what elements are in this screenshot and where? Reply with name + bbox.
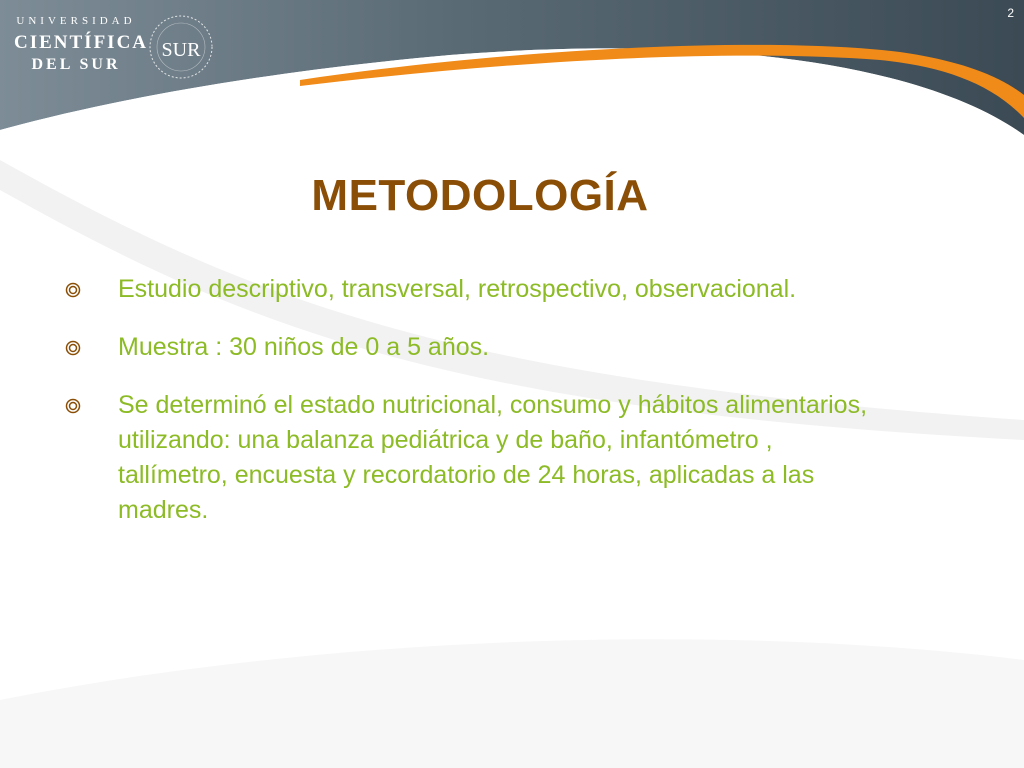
slide-title: METODOLOGÍA	[311, 171, 649, 220]
bullet-circle-icon	[64, 397, 82, 415]
bullet-text: Se determinó el estado nutricional, consumo y hábitos alimentarios, utilizando: una balanza pediátrica y de baño, infantómetro , tallímetro, encuesta y recordatorio de 24 horas, aplicadas a las madres.	[118, 391, 868, 524]
bullet-list	[64, 272, 924, 551]
seal-text: SUR	[161, 39, 201, 61]
bullet-text: Muestra : 30 niños de 0 a 5 años.	[118, 333, 490, 361]
university-logo	[14, 15, 149, 73]
page-number: 2	[1007, 6, 1014, 20]
bullet-item	[64, 272, 924, 307]
bullet-item	[64, 330, 924, 365]
bullet-circle-icon	[64, 339, 82, 357]
logo-line-cientifica: CIENTÍFICA	[14, 32, 149, 53]
logo-line-del-sur: DEL SUR	[31, 56, 121, 73]
bullet-text: Estudio descriptivo, transversal, retrospectivo, observacional.	[118, 275, 797, 303]
bullet-circle-icon	[64, 281, 82, 299]
logo-line-universidad: UNIVERSIDAD	[16, 15, 136, 27]
bullet-item	[64, 388, 924, 528]
university-seal-icon	[146, 12, 216, 82]
